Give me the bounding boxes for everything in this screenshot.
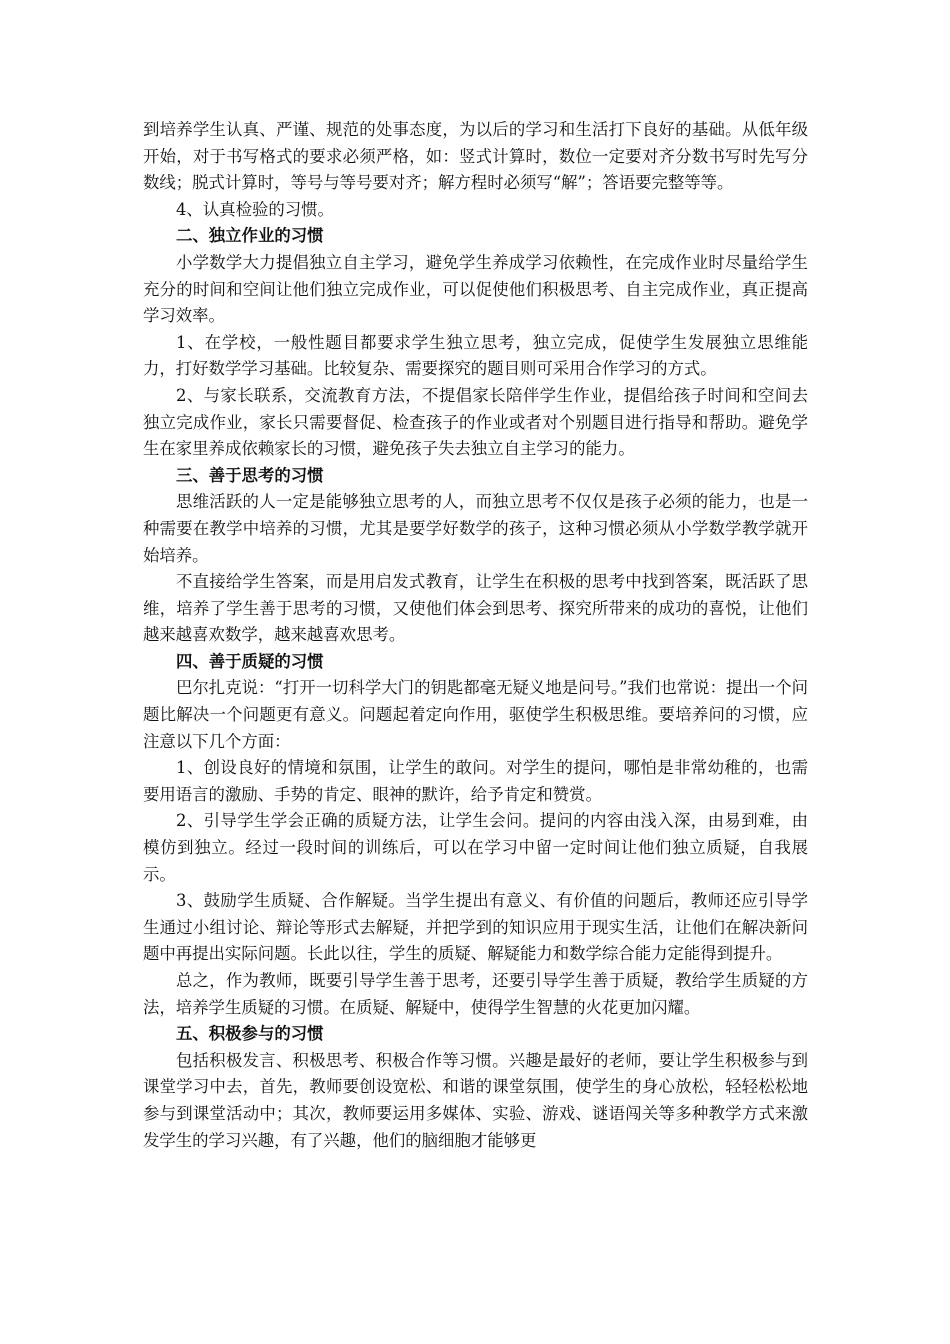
- paragraph: 2、引导学生学会正确的质疑方法，让学生会问。提问的内容由浅入深，由易到难，由模仿到独立。经过一段时间的训练后，可以在学习中留一定时间让他们独立质疑，自我展示。: [143, 811, 808, 884]
- paragraph: 1、在学校，一般性题目都要求学生独立思考，独立完成，促使学生发展独立思维能力，打好数学学习基础。比较复杂、需要探究的题目则可采用合作学习的方式。: [143, 332, 808, 379]
- paragraph: 思维活跃的人一定是能够独立思考的人，而独立思考不仅仅是孩子必须的能力，也是一种需要在教学中培养的习惯，尤其是要学好数学的孩子，这种习惯必须从小学数学教学就开始培养。: [143, 492, 808, 565]
- section-heading: 二、独立作业的习惯: [176, 226, 324, 246]
- section-heading: 五、积极参与的习惯: [176, 1024, 324, 1044]
- section-heading: 四、善于质疑的习惯: [176, 651, 324, 671]
- paragraph: 不直接给学生答案，而是用启发式教育，让学生在积极的思考中找到答案，既活跃了思维，培养了学生善于思考的习惯，又使他们体会到思考、探究所带来的成功的喜悦，让他们越来越喜欢数学，越来越喜欢思考。: [143, 572, 808, 645]
- paragraph: 1、创设良好的情境和氛围，让学生的敢问。对学生的提问，哪怕是非常幼稚的，也需要用语言的激励、手势的肯定、眼神的默许，给予肯定和赞赏。: [143, 758, 808, 804]
- paragraph: 3、鼓励学生质疑、合作解疑。当学生提出有意义、有价值的问题后，教师还应引导学生通过小组讨论、辩论等形式去解疑，并把学到的知识应用于现实生活，让他们在解决新问题中再提出实际问题。长此以往，学生的质疑、解疑能力和数学综合能力定能得到提升。: [143, 891, 808, 964]
- document-body: [143, 117, 808, 1154]
- paragraph: 总之，作为教师，既要引导学生善于思考，还要引导学生善于质疑，教给学生质疑的方法，培养学生质疑的习惯。在质疑、解疑中，使得学生智慧的火花更加闪耀。: [143, 971, 808, 1017]
- paragraph: 4、认真检验的习惯。: [176, 199, 334, 219]
- paragraph: 到培养学生认真、严谨、规范的处事态度，为以后的学习和生活打下良好的基础。从低年级开始，对于书写格式的要求必须严格，如：竖式计算时，数位一定要对齐分数书写时先写分数线；脱式计算时，等号与等号要对齐；解方程时必须写“解”；答语要完整等等。: [143, 120, 808, 193]
- paragraph: 包括积极发言、积极思考、积极合作等习惯。兴趣是最好的老师，要让学生积极参与到课堂学习中去，首先，教师要创设宽松、和谐的课堂氛围，使学生的身心放松，轻轻松松地参与到课堂活动中；其次，教师要运用多媒体、实验、游戏、谜语闯关等多种教学方式来激发学生的学习兴趣，有了兴趣，他们的脑细胞才能够更: [143, 1050, 808, 1150]
- section-heading: 三、善于思考的习惯: [176, 465, 324, 485]
- paragraph: 2、与家长联系，交流教育方法，不提倡家长陪伴学生作业，提倡给孩子时间和空间去独立完成作业，家长只需要督促、检查孩子的作业或者对个别题目进行指导和帮助。避免学生在家里养成依赖家长的习惯，避免孩子失去独立自主学习的能力。: [143, 385, 808, 459]
- paragraph: 巴尔扎克说：“打开一切科学大门的钥匙都毫无疑义地是问号。”我们也常说：提出一个问题比解决一个问题更有意义。问题起着定向作用，驱使学生积极思维。要培养问的习惯，应注意以下几个方面：: [143, 678, 808, 751]
- paragraph: 小学数学大力提倡独立自主学习，避免学生养成学习依赖性，在完成作业时尽量给学生充分的时间和空间让他们独立完成作业，可以促使他们积极思考、自主完成作业，真正提高学习效率。: [143, 252, 808, 326]
